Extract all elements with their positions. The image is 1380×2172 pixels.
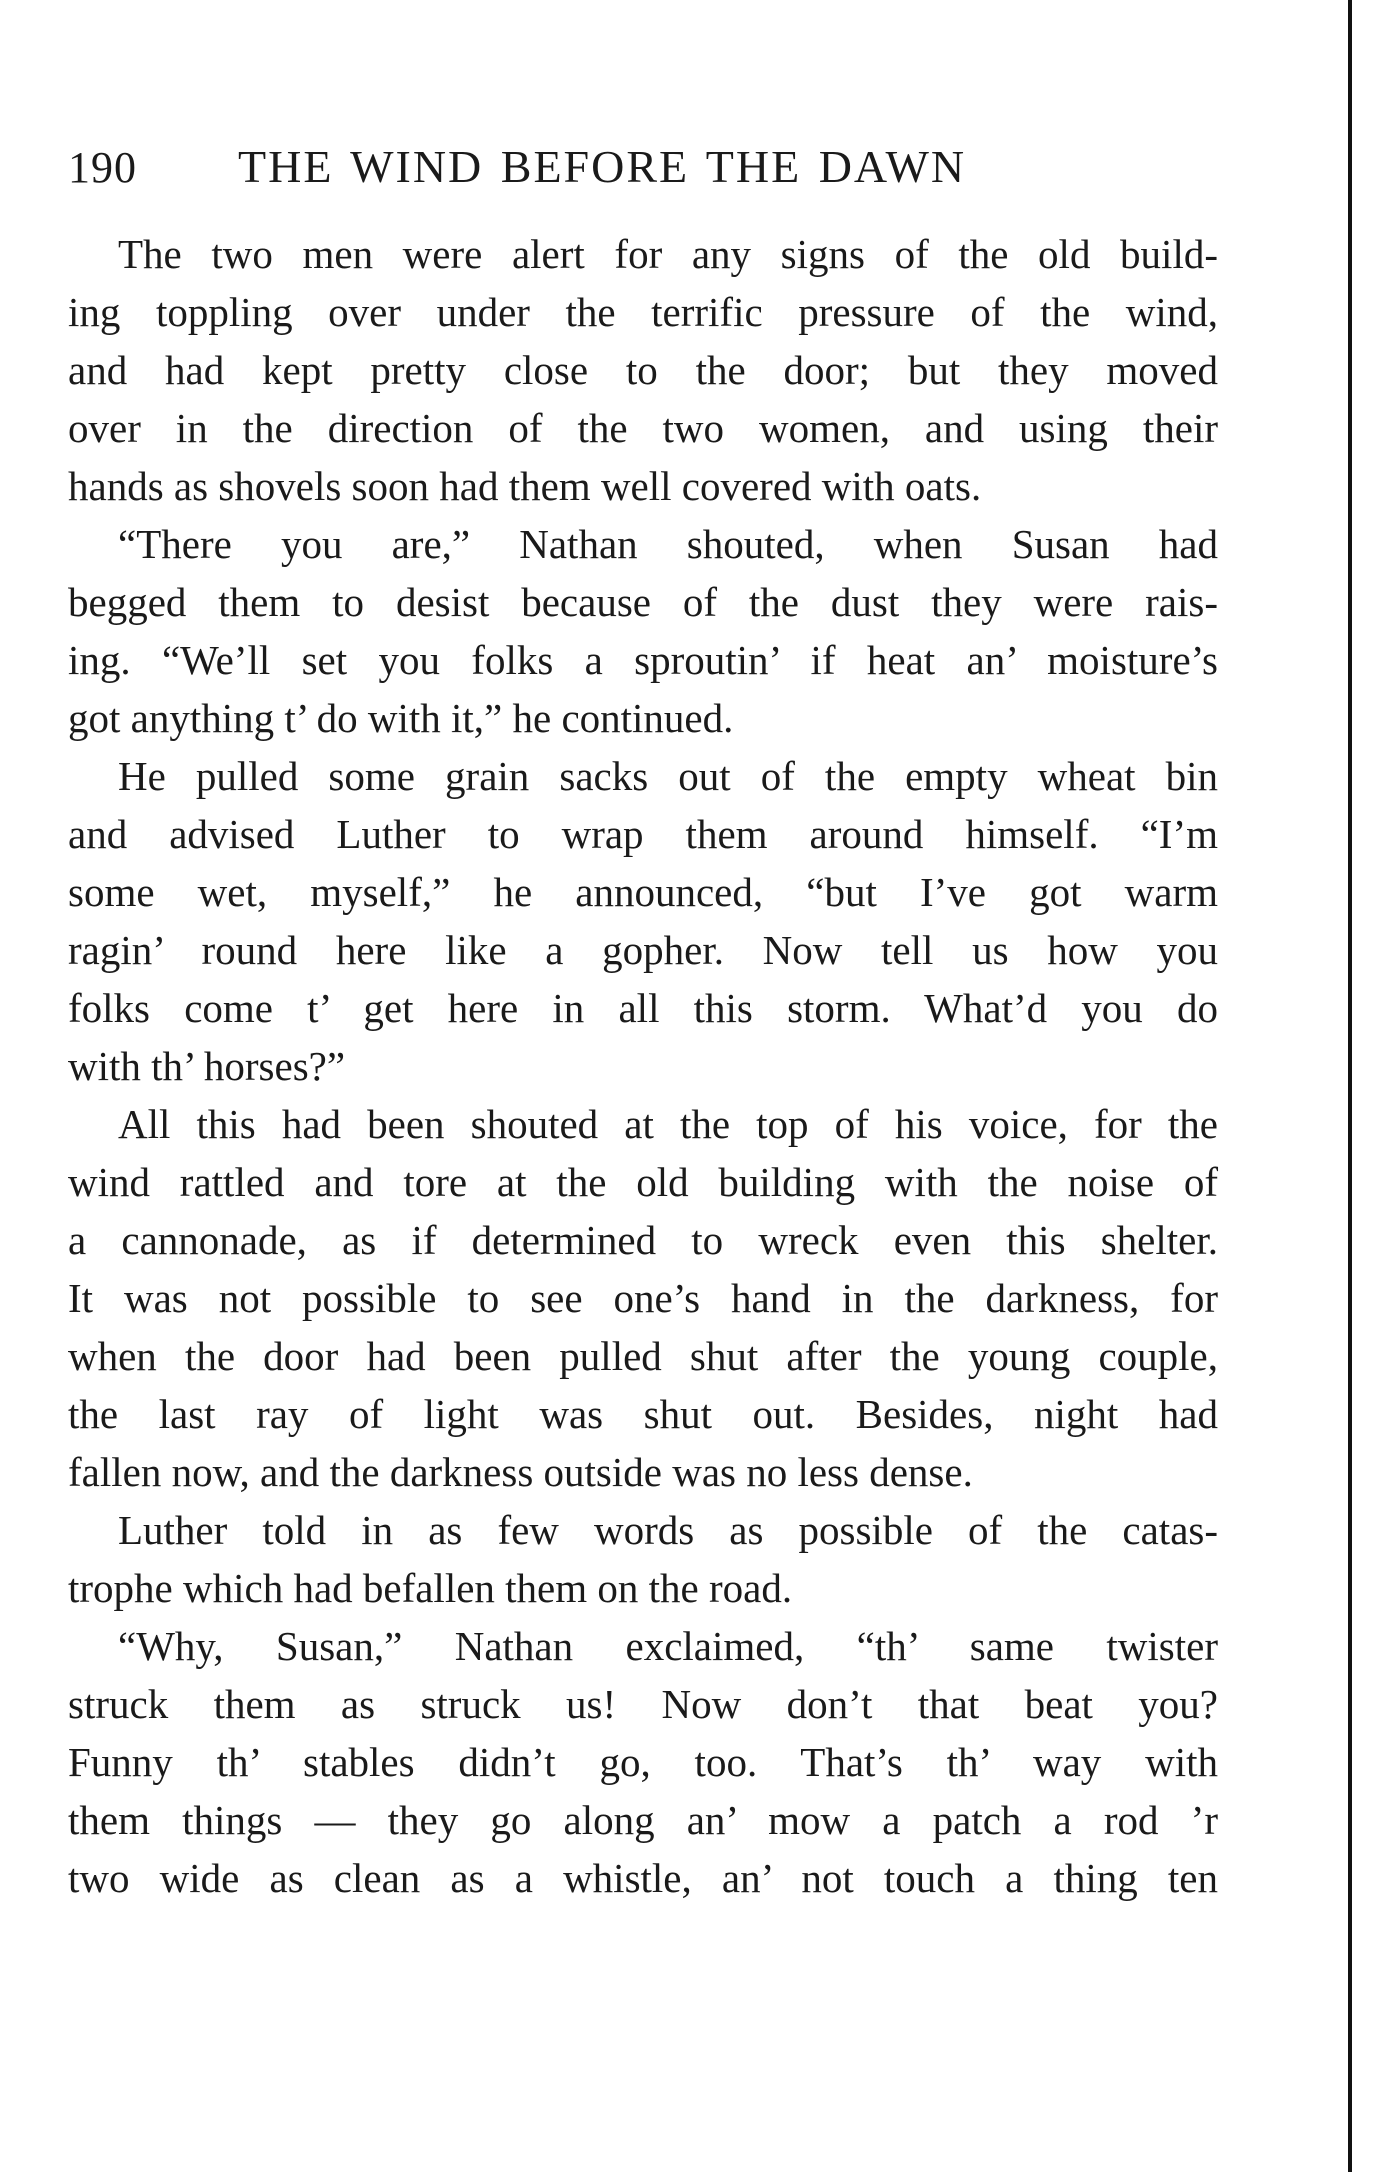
text-line: got anything t’ do with it,” he continued.	[68, 695, 734, 741]
text-line: two wide as clean as a whistle, an’ not touch a thing ten	[68, 1855, 1218, 1901]
text-line: The two men were alert for any signs of the old build-	[118, 231, 1218, 277]
text-line: and advised Luther to wrap them around himself. “I’m	[68, 811, 1218, 857]
text-line: struck them as struck us! Now don’t that beat you?	[68, 1681, 1218, 1727]
text-line: “Why, Susan,” Nathan exclaimed, “th’ same twister	[118, 1623, 1218, 1669]
page-number: 190	[68, 143, 137, 192]
text-line: some wet, myself,” he announced, “but I’ve got warm	[68, 869, 1218, 915]
text-line: ragin’ round here like a gopher. Now tell us how you	[68, 927, 1218, 973]
text-line: hands as shovels soon had them well covered with oats.	[68, 463, 982, 509]
text-line: It was not possible to see one’s hand in the darkness, for	[68, 1275, 1218, 1321]
text-line: when the door had been pulled shut after the young couple,	[68, 1333, 1218, 1379]
text-line: All this had been shouted at the top of his voice, for the	[118, 1101, 1218, 1147]
text-line: Funny th’ stables didn’t go, too. That’s th’ way with	[68, 1739, 1218, 1785]
text-line: and had kept pretty close to the door; but they moved	[68, 347, 1218, 393]
text-line: over in the direction of the two women, and using their	[68, 405, 1218, 451]
text-line: the last ray of light was shut out. Besides, night had	[68, 1391, 1218, 1437]
text-line: “There you are,” Nathan shouted, when Susan had	[118, 521, 1218, 567]
text-line: fallen now, and the darkness outside was no less dense.	[68, 1449, 973, 1495]
text-line: trophe which had befallen them on the road.	[68, 1565, 793, 1611]
text-line: Luther told in as few words as possible of the catas-	[118, 1507, 1218, 1553]
running-title: THE WIND BEFORE THE DAWN	[238, 141, 967, 192]
text-line: them things — they go along an’ mow a patch a rod ’r	[68, 1797, 1218, 1843]
text-line: wind rattled and tore at the old building with the noise of	[68, 1159, 1218, 1205]
text-line: folks come t’ get here in all this storm. What’d you do	[68, 985, 1218, 1031]
text-line: ing toppling over under the terrific pressure of the wind,	[68, 289, 1218, 335]
text-line: begged them to desist because of the dust they were rais-	[68, 579, 1218, 625]
text-line: He pulled some grain sacks out of the empty wheat bin	[118, 753, 1218, 799]
body-text	[68, 225, 1218, 1907]
text-line: ing. “We’ll set you folks a sproutin’ if heat an’ moisture’s	[68, 637, 1218, 683]
page-edge-line	[1348, 0, 1352, 2172]
text-line: with th’ horses?”	[68, 1043, 346, 1089]
running-head	[68, 140, 1228, 200]
text-line: a cannonade, as if determined to wreck even this shelter.	[68, 1217, 1218, 1263]
